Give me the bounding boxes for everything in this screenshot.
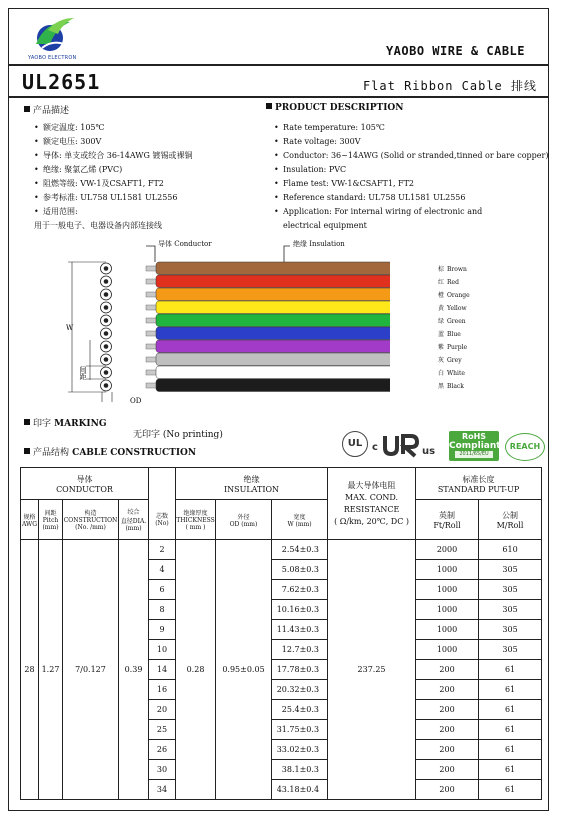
cores-cell: 2 — [149, 540, 176, 560]
conductor-cross-section — [104, 305, 109, 310]
cores-header: 芯数 (No) — [149, 500, 176, 540]
thickness-cell: 0.28 — [176, 540, 216, 800]
ft-cell: 200 — [416, 700, 479, 720]
pitch-cell: 1.27 — [39, 540, 63, 800]
conductor-cross-section — [104, 331, 109, 336]
list-item: • 导体: 单支或绞合 36-14AWG 镀锡或裸铜 — [34, 149, 192, 163]
list-item: • 适用范围: — [34, 205, 192, 219]
construction-cell: 7/0.127 — [63, 540, 119, 800]
description-cn-title: 产品描述 — [24, 103, 69, 116]
od-dimension-label: OD — [130, 397, 142, 405]
width-cell: 25.4±0.3 — [272, 700, 328, 720]
m-cell: 610 — [479, 540, 542, 560]
cores-cell: 20 — [149, 700, 176, 720]
list-item: • 额定电压: 300V — [34, 135, 192, 149]
m-cell: 305 — [479, 640, 542, 660]
m-cell: 61 — [479, 660, 542, 680]
od-header: 外径 OD (mm) — [216, 500, 272, 540]
conductor-header: 导体 CONDUCTOR — [21, 468, 149, 500]
ft-cell: 200 — [416, 780, 479, 800]
list-item: • Insulation: PVC — [274, 163, 548, 177]
ft-cell: 1000 — [416, 560, 479, 580]
m-cell: 305 — [479, 600, 542, 620]
wire-label-grey: 灰 Grey — [438, 357, 462, 364]
cores-cell: 9 — [149, 620, 176, 640]
conductor-cross-section — [104, 383, 109, 388]
cul-us-mark: c us — [372, 432, 442, 458]
wire-yellow — [156, 301, 390, 314]
wire-black — [156, 379, 390, 392]
ft-cell: 1000 — [416, 620, 479, 640]
cores-cell: 14 — [149, 660, 176, 680]
ft-cell: 200 — [416, 720, 479, 740]
wire-label-brown: 棕 Brown — [438, 266, 467, 273]
wire-label-orange: 橙 Orange — [438, 292, 470, 299]
bullet-square-icon — [24, 448, 30, 454]
marking-title: 印字 MARKING — [24, 416, 107, 429]
list-item: • 阻燃等级: VW-1及CSAFT1, FT2 — [34, 177, 192, 191]
m-cell: 305 — [479, 580, 542, 600]
description-cn-list — [34, 121, 192, 233]
dia-cell: 0.39 — [119, 540, 149, 800]
cores-cell: 16 — [149, 680, 176, 700]
description-en-list — [274, 121, 548, 233]
insulation-header: 绝缘 INSULATION — [176, 468, 328, 500]
wire-brown — [156, 262, 390, 275]
putup-header: 标准长度 STANDARD PUT-UP — [416, 468, 542, 500]
cores-cell: 4 — [149, 560, 176, 580]
cores-cell: 25 — [149, 720, 176, 740]
m-cell: 61 — [479, 740, 542, 760]
construction-table — [20, 467, 542, 800]
awg-header: 规格 AWG — [21, 500, 39, 540]
wire-red — [156, 275, 390, 288]
bullet-square-icon — [266, 103, 272, 109]
m-cell: 61 — [479, 760, 542, 780]
wire-label-purple: 紫 Purple — [438, 344, 468, 351]
width-dimension-label: W — [66, 324, 74, 332]
cores-cell: 34 — [149, 780, 176, 800]
ft-cell: 2000 — [416, 540, 479, 560]
table-row — [21, 540, 542, 560]
pitch-dimension-label: 间距 — [79, 366, 87, 380]
model-title: UL2651 — [22, 70, 101, 94]
list-item: electrical equipment — [283, 221, 367, 230]
width-cell: 5.08±0.3 — [272, 560, 328, 580]
wire-purple — [156, 340, 390, 353]
m-cell: 61 — [479, 680, 542, 700]
column-header-row — [21, 500, 542, 540]
conductor-cross-section — [104, 344, 109, 349]
ul-mark: UL — [342, 431, 368, 457]
logo-text: YAOBO ELECTRON — [28, 55, 77, 61]
ft-header: 英制 Ft/Roll — [416, 500, 479, 540]
list-item: 用于一般电子、电器设备内部连接线 — [34, 221, 162, 230]
width-cell: 43.18±0.4 — [272, 780, 328, 800]
width-cell: 17.78±0.3 — [272, 660, 328, 680]
width-cell: 38.1±0.3 — [272, 760, 328, 780]
cores-cell: 26 — [149, 740, 176, 760]
ft-cell: 1000 — [416, 640, 479, 660]
wire-label-red: 红 Red — [438, 279, 459, 286]
conductor-cross-section — [104, 279, 109, 284]
ur-logo-icon — [381, 432, 421, 458]
width-cell: 31.75±0.3 — [272, 720, 328, 740]
resistance-header: 最大导体电阻 MAX. COND. RESISTANCE ( Ω/km, 20℃, DC ) — [328, 468, 416, 540]
list-item: • Conductor: 36~14AWG (Solid or stranded,tinned or bare copper) — [274, 149, 548, 163]
width-cell: 33.02±0.3 — [272, 740, 328, 760]
cores-cell: 6 — [149, 580, 176, 600]
construction-header: 构造 CONSTRUCTION (No. /mm) — [63, 500, 119, 540]
dia-header: 绞合 直径DIA. (mm) — [119, 500, 149, 540]
width-header: 宽度 W (mm) — [272, 500, 328, 540]
cores-cell: 8 — [149, 600, 176, 620]
list-item: • Rate temperature: 105℃ — [274, 121, 548, 135]
wire-label-black: 黑 Black — [438, 383, 464, 390]
width-cell: 12.7±0.3 — [272, 640, 328, 660]
wire-blue — [156, 327, 390, 340]
wire-label-yellow: 黄 Yellow — [438, 305, 467, 312]
conductor-label: 导体 Conductor — [158, 240, 212, 248]
conductor-cross-section — [104, 318, 109, 323]
width-cell: 11.43±0.3 — [272, 620, 328, 640]
marking-value: 无印字 (No printing) — [133, 430, 223, 440]
brand-name: YAOBO WIRE & CABLE — [385, 44, 525, 58]
cores-cell: 30 — [149, 760, 176, 780]
m-cell: 61 — [479, 720, 542, 740]
list-item: • Application: For internal wiring of electronic and — [274, 205, 548, 219]
header-divider-top — [8, 64, 549, 66]
list-item: • 绝缘: 聚氯乙烯 (PVC) — [34, 163, 192, 177]
list-item: • Reference standard: UL758 UL1581 UL2556 — [274, 191, 548, 205]
m-header: 公制 M/Roll — [479, 500, 542, 540]
width-cell: 2.54±0.3 — [272, 540, 328, 560]
header-divider-bottom — [8, 96, 549, 98]
conductor-cross-section — [104, 370, 109, 375]
blank-header — [149, 468, 176, 500]
insulation-label: 绝缘 Insulation — [293, 240, 345, 248]
bullet-square-icon — [24, 106, 30, 112]
description-en-title: PRODUCT DESCRIPTION — [266, 103, 404, 113]
width-cell: 7.62±0.3 — [272, 580, 328, 600]
wire-label-white: 白 White — [438, 370, 465, 377]
wire-white — [156, 366, 390, 379]
wire-label-green: 绿 Green — [438, 318, 466, 325]
ribbon-cable-diagram — [60, 240, 390, 410]
wire-orange — [156, 288, 390, 301]
width-cell: 10.16±0.3 — [272, 600, 328, 620]
wire-green — [156, 314, 390, 327]
list-item: • Rate voltage: 300V — [274, 135, 548, 149]
conductor-cross-section — [104, 266, 109, 271]
ft-cell: 200 — [416, 760, 479, 780]
m-cell: 305 — [479, 620, 542, 640]
list-item: • 额定温度: 105℃ — [34, 121, 192, 135]
ft-cell: 200 — [416, 740, 479, 760]
thickness-header: 绝缘厚度 THICKNESS ( mm ) — [176, 500, 216, 540]
m-cell: 305 — [479, 560, 542, 580]
product-subtitle: Flat Ribbon Cable 排线 — [362, 79, 537, 93]
bullet-square-icon — [24, 419, 30, 425]
od-cell: 0.95±0.05 — [216, 540, 272, 800]
cores-cell: 10 — [149, 640, 176, 660]
logo-icon — [28, 14, 78, 54]
wire-grey — [156, 353, 390, 366]
conductor-cross-section — [104, 292, 109, 297]
list-item: • Flame test: VW-1&CSAFT1, FT2 — [274, 177, 548, 191]
wire-label-blue: 蓝 Blue — [438, 331, 461, 338]
company-logo — [28, 14, 78, 62]
width-cell: 20.32±0.3 — [272, 680, 328, 700]
m-cell: 61 — [479, 780, 542, 800]
awg-cell: 28 — [21, 540, 39, 800]
rohs-compliant-badge: RoHS Compliant 2011/65/EU — [449, 431, 499, 461]
reach-badge: REACH — [505, 433, 545, 461]
construction-title: 产品结构 CABLE CONSTRUCTION — [24, 445, 196, 458]
m-cell: 61 — [479, 700, 542, 720]
ft-cell: 1000 — [416, 580, 479, 600]
resistance-cell: 237.25 — [328, 540, 416, 800]
list-item: • 参考标准: UL758 UL1581 UL2556 — [34, 191, 192, 205]
ft-cell: 1000 — [416, 600, 479, 620]
ft-cell: 200 — [416, 660, 479, 680]
conductor-cross-section — [104, 357, 109, 362]
ft-cell: 200 — [416, 680, 479, 700]
pitch-header: 间距 Pitch (mm) — [39, 500, 63, 540]
